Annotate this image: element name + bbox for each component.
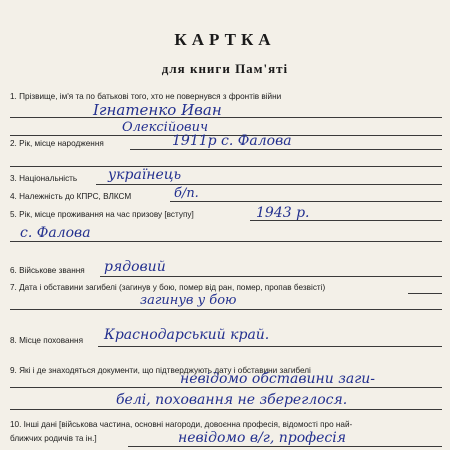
field-1-value-line2: Олексійович xyxy=(122,120,209,135)
field-10-value: невідомо в/г, професія xyxy=(178,430,346,446)
field-1-line1 xyxy=(10,117,442,118)
field-8-label: 8. Місце поховання xyxy=(10,336,83,345)
field-5-value-line2: с. Фалова xyxy=(20,225,91,241)
field-1-value-line1: Ігнатенко Иван xyxy=(93,101,222,119)
field-2-label: 2. Рік, місце народження xyxy=(10,139,104,148)
field-9-line2 xyxy=(10,409,442,410)
field-9-line1 xyxy=(10,387,442,388)
field-7-line1 xyxy=(408,293,442,294)
field-9-value-line1: невідомо обставини заги- xyxy=(180,371,376,387)
field-3-line xyxy=(96,184,442,185)
field-2-value: 1911р с. Фалова xyxy=(172,133,292,149)
field-3-value: українець xyxy=(108,167,182,183)
field-5-line1 xyxy=(250,220,442,221)
field-3-label: 3. Національність xyxy=(10,174,78,183)
field-7-label: 7. Дата і обставини загибелі (загинув у бою, помер від ран, помер, пропав безвісті) xyxy=(10,283,326,292)
field-8-value: Краснодарський край. xyxy=(104,327,270,343)
field-4-value: б/п. xyxy=(174,186,199,201)
field-2-line2 xyxy=(10,166,442,167)
field-6-line xyxy=(100,276,442,277)
field-9-value-line2: белі, поховання не збереглося. xyxy=(116,392,348,408)
field-2-line xyxy=(130,149,442,150)
card-title: КАРТКА xyxy=(174,30,276,49)
field-10-label-line2: ближчих родичів та ін.] xyxy=(10,434,97,443)
field-8-line xyxy=(98,346,442,347)
field-6-value: рядовий xyxy=(104,259,166,275)
field-1-label: 1. Прізвище, ім'я та по батькові того, хто не повернувся з фронтів війни xyxy=(10,92,282,101)
card-subtitle: для книги Пам'яті xyxy=(161,61,289,76)
field-7-line2 xyxy=(10,309,442,310)
field-7-value: загинув у бою xyxy=(140,293,237,308)
field-4-label: 4. Належність до КПРС, ВЛКСМ xyxy=(10,192,132,201)
field-5-line2 xyxy=(10,241,442,242)
field-5-label: 5. Рік, місце проживання на час призову [вступу] xyxy=(10,210,194,219)
field-10-label-line1: 10. Інші дані [військова частина, основні нагороди, довоєнна професія, відомості про най- xyxy=(10,420,353,429)
field-10-line xyxy=(128,446,442,447)
field-9-label: 9. Які і де знаходяться документи, що підтверджують дату і обставини загибелі xyxy=(10,366,311,375)
field-6-label: 6. Військове звання xyxy=(10,266,85,275)
field-4-line xyxy=(170,201,442,202)
field-5-value-line1: 1943 р. xyxy=(256,205,310,221)
